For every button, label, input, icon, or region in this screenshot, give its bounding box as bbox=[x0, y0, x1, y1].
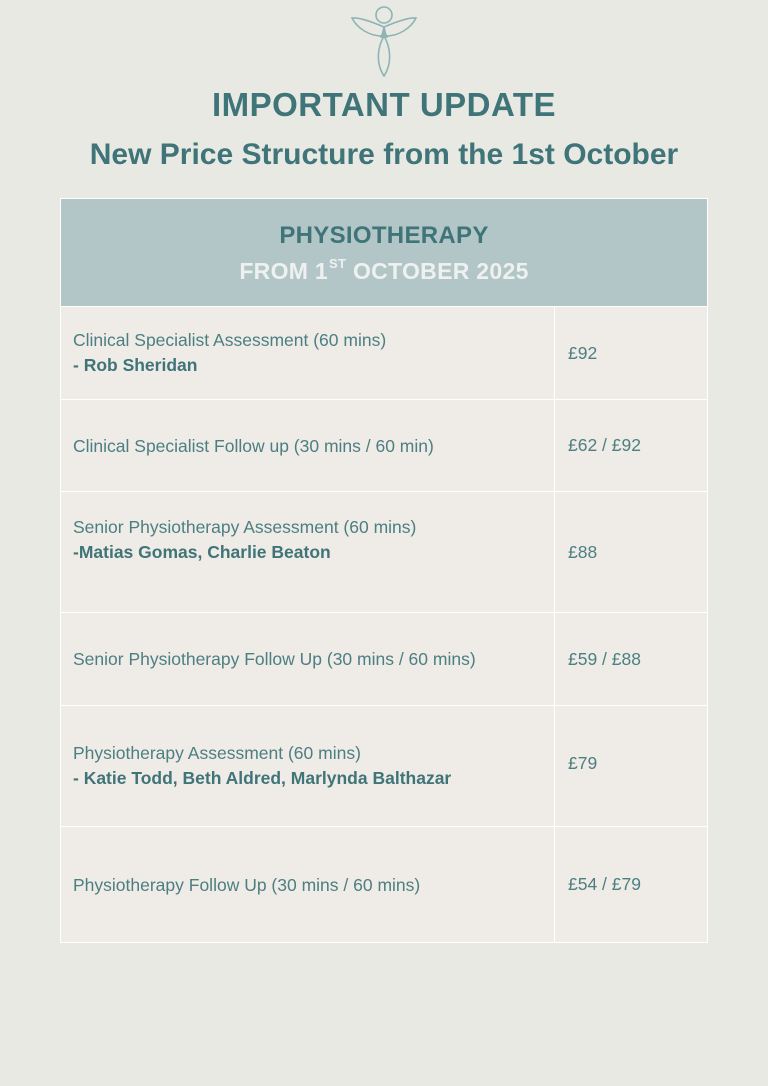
practitioners: - Katie Todd, Beth Aldred, Marlynda Balthazar bbox=[73, 768, 452, 788]
price-cell: £88 bbox=[568, 541, 598, 562]
table-row bbox=[61, 613, 707, 706]
table-row bbox=[61, 706, 707, 827]
service-name: Clinical Specialist Follow up (30 mins / 60 min) bbox=[73, 435, 434, 456]
service-name: Senior Physiotherapy Assessment (60 mins) bbox=[73, 517, 417, 537]
service-cell bbox=[61, 400, 555, 491]
service-name: Senior Physiotherapy Follow Up (30 mins / 60 mins) bbox=[73, 649, 476, 669]
practitioners: -Matias Gomas, Charlie Beaton bbox=[73, 542, 331, 562]
service-cell bbox=[61, 706, 555, 826]
angel-icon bbox=[349, 4, 419, 78]
effective-date bbox=[61, 256, 707, 285]
table-row bbox=[61, 827, 707, 942]
price-cell: £54 / £79 bbox=[568, 874, 641, 894]
table-row bbox=[61, 307, 707, 400]
service-name: Clinical Specialist Assessment (60 mins) bbox=[73, 330, 387, 350]
service-cell bbox=[61, 613, 555, 705]
price-cell: £62 / £92 bbox=[568, 435, 641, 455]
price-cell: £59 / £88 bbox=[568, 648, 641, 669]
price-cell: £92 bbox=[568, 342, 598, 363]
price-table bbox=[60, 198, 708, 943]
page-title: IMPORTANT UPDATE bbox=[211, 86, 557, 123]
table-heading: PHYSIOTHERAPY bbox=[279, 222, 489, 249]
price-cell: £79 bbox=[568, 753, 598, 773]
service-name: Physiotherapy Assessment (60 mins) bbox=[73, 743, 361, 763]
service-name: Physiotherapy Follow Up (30 mins / 60 mins) bbox=[73, 874, 421, 895]
practitioners: - Rob Sheridan bbox=[73, 355, 198, 375]
table-row bbox=[61, 492, 707, 613]
effective-date-rest: OCTOBER 2025 bbox=[352, 258, 529, 284]
table-row bbox=[61, 400, 707, 492]
effective-date-prefix: FROM 1 bbox=[239, 258, 329, 284]
price-table-header bbox=[61, 199, 707, 307]
service-cell bbox=[61, 827, 555, 942]
effective-date-ordinal: ST bbox=[329, 256, 347, 271]
service-cell bbox=[61, 307, 555, 399]
service-cell bbox=[61, 492, 555, 612]
page-subtitle: New Price Structure from the 1st October bbox=[89, 138, 679, 171]
